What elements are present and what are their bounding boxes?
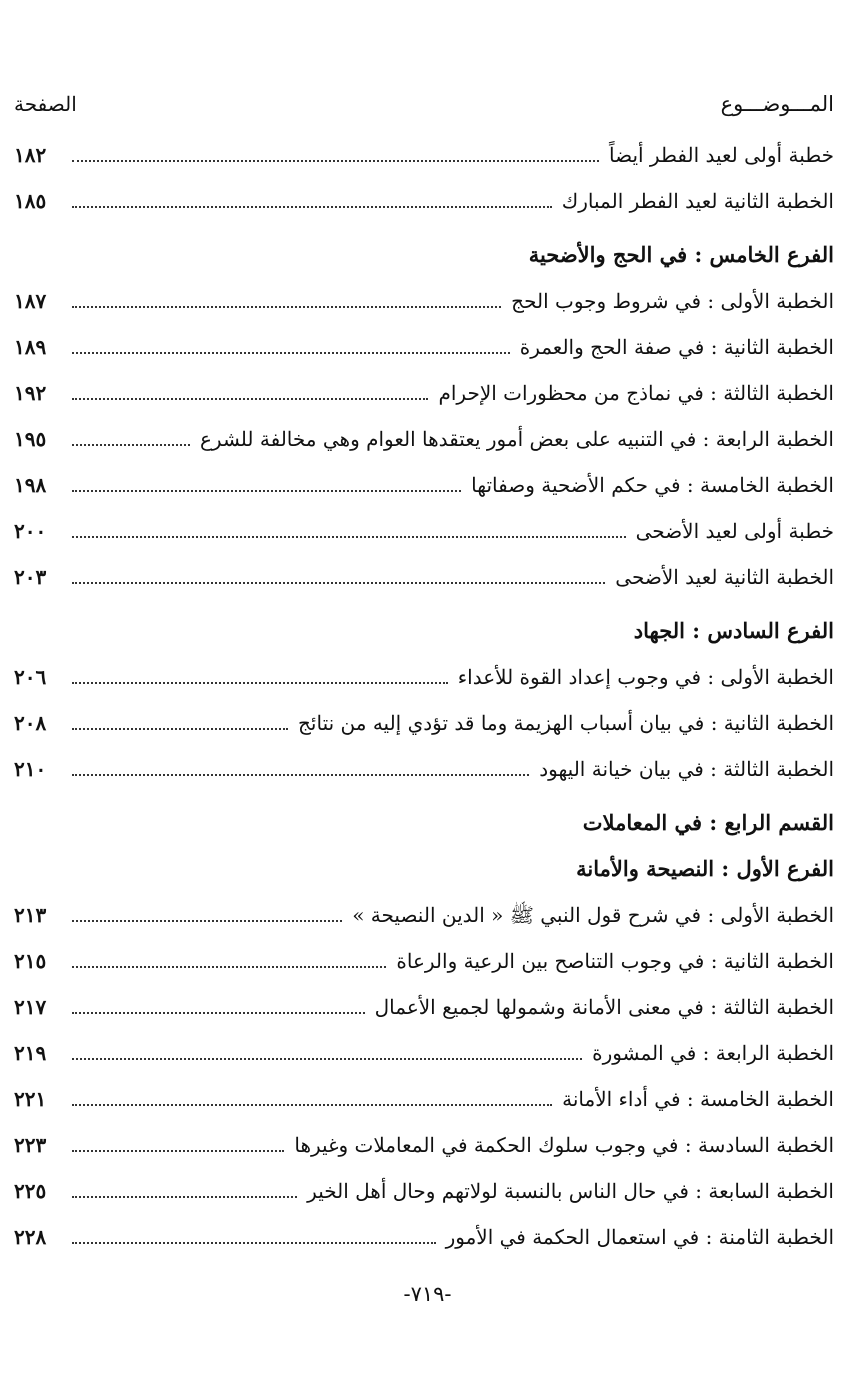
entry-title: الخطبة الثالثة : في بيان خيانة اليهود bbox=[539, 757, 834, 781]
entry-page: ٢٠٨ bbox=[14, 711, 47, 735]
entry-title: الخطبة الخامسة : في أداء الأمانة bbox=[562, 1087, 834, 1111]
entry-title: الخطبة الأولى : في شروط وجوب الحج bbox=[511, 289, 834, 313]
dot-leader bbox=[72, 966, 386, 968]
entry-title: الخطبة الثانية لعيد الأضحى bbox=[615, 565, 834, 589]
entry-title: الخطبة الثانية : في بيان أسباب الهزيمة وما قد تؤدي إليه من نتائج bbox=[298, 711, 834, 735]
toc-entry bbox=[14, 132, 834, 178]
toc-entry bbox=[14, 1076, 834, 1122]
toc-entry bbox=[14, 324, 834, 370]
dot-leader bbox=[72, 1150, 284, 1152]
entry-page: ٢٢١ bbox=[14, 1087, 47, 1111]
entry-title: الخطبة الأولى : في وجوب إعداد القوة للأعداء bbox=[457, 665, 834, 689]
toc-entry bbox=[14, 938, 834, 984]
entry-title: خطبة أولى لعيد الفطر أيضاً bbox=[609, 143, 834, 167]
entry-title: الخطبة الأولى : في شرح قول النبي ﷺ « الدين النصيحة » bbox=[352, 903, 834, 927]
toc-entry bbox=[14, 654, 834, 700]
dot-leader bbox=[72, 444, 190, 446]
toc-entry bbox=[14, 508, 834, 554]
entry-page: ٢٠٠ bbox=[14, 519, 47, 543]
page-column-label: الصفحة bbox=[14, 92, 77, 116]
toc-entry bbox=[14, 1122, 834, 1168]
entry-page: ١٨٥ bbox=[14, 189, 47, 213]
dot-leader bbox=[72, 490, 461, 492]
entry-page: ٢٢٨ bbox=[14, 1225, 47, 1249]
dot-leader bbox=[72, 920, 342, 922]
entry-title: الخطبة الرابعة : في المشورة bbox=[592, 1041, 834, 1065]
entry-title: الخطبة الثالثة : في معنى الأمانة وشمولها لجميع الأعمال bbox=[374, 995, 834, 1019]
toc-entry bbox=[14, 746, 834, 792]
entry-title: الخطبة الرابعة : في التنبيه على بعض أمور يعتقدها العوام وهي مخالفة للشرع bbox=[199, 427, 834, 451]
dot-leader bbox=[72, 728, 288, 730]
toc-entry bbox=[14, 1030, 834, 1076]
toc-entry bbox=[14, 892, 834, 938]
entry-title: الخطبة الثالثة : في نماذج من محظورات الإحرام bbox=[438, 381, 834, 405]
entry-title: الخطبة السابعة : في حال الناس بالنسبة لولاتهم وحال أهل الخير bbox=[307, 1179, 834, 1203]
dot-leader bbox=[72, 1242, 436, 1244]
topic-column-label: المـــوضـــوع bbox=[720, 92, 834, 116]
entry-title: الخطبة الثانية لعيد الفطر المبارك bbox=[561, 189, 834, 213]
table-of-contents bbox=[14, 92, 834, 1260]
section-heading: الفرع الأول : النصيحة والأمانة bbox=[576, 856, 834, 881]
dot-leader bbox=[72, 1058, 582, 1060]
toc-entry bbox=[14, 416, 834, 462]
dot-leader bbox=[72, 306, 501, 308]
entry-page: ٢٢٣ bbox=[14, 1133, 47, 1157]
entry-page: ٢١٩ bbox=[14, 1041, 47, 1065]
toc-entry bbox=[14, 700, 834, 746]
toc-entry bbox=[14, 1168, 834, 1214]
dot-leader bbox=[72, 206, 552, 208]
section-heading: الفرع السادس : الجهاد bbox=[633, 618, 834, 643]
dot-leader bbox=[72, 398, 428, 400]
entry-title: الخطبة الثامنة : في استعمال الحكمة في الأمور bbox=[445, 1225, 834, 1249]
entry-page: ١٨٧ bbox=[14, 289, 47, 313]
entry-page: ٢٠٣ bbox=[14, 565, 47, 589]
toc-entry bbox=[14, 462, 834, 508]
entry-page: ١٩٨ bbox=[14, 473, 47, 497]
entry-title: الخطبة الثانية : في صفة الحج والعمرة bbox=[519, 335, 834, 359]
entry-title: الخطبة السادسة : في وجوب سلوك الحكمة في المعاملات وغيرها bbox=[294, 1133, 834, 1157]
dot-leader bbox=[72, 1196, 297, 1198]
toc-entry bbox=[14, 984, 834, 1030]
entry-page: ١٨٢ bbox=[14, 143, 47, 167]
toc-entry bbox=[14, 278, 834, 324]
part-heading: القسم الرابع : في المعاملات bbox=[582, 810, 834, 835]
dot-leader bbox=[72, 536, 626, 538]
entry-page: ٢١٧ bbox=[14, 995, 47, 1019]
toc-entry bbox=[14, 1214, 834, 1260]
dot-leader bbox=[72, 160, 599, 162]
dot-leader bbox=[72, 1104, 552, 1106]
entry-page: ٢٢٥ bbox=[14, 1179, 47, 1203]
column-header-row bbox=[14, 92, 834, 132]
entry-page: ١٩٢ bbox=[14, 381, 47, 405]
dot-leader bbox=[72, 1012, 365, 1014]
toc-entry bbox=[14, 554, 834, 600]
entry-title: خطبة أولى لعيد الأضحى bbox=[635, 519, 834, 543]
toc-entry bbox=[14, 178, 834, 224]
entry-page: ٢٠٦ bbox=[14, 665, 47, 689]
page-number: -٧١٩- bbox=[403, 1282, 452, 1306]
entry-title: الخطبة الثانية : في وجوب التناصح بين الرعية والرعاة bbox=[396, 949, 834, 973]
dot-leader bbox=[72, 582, 605, 584]
dot-leader bbox=[72, 682, 448, 684]
dot-leader bbox=[72, 774, 529, 776]
toc-entry bbox=[14, 370, 834, 416]
entry-page: ١٩٥ bbox=[14, 427, 47, 451]
dot-leader bbox=[72, 352, 510, 354]
entry-page: ٢١٠ bbox=[14, 757, 47, 781]
entry-title: الخطبة الخامسة : في حكم الأضحية وصفاتها bbox=[471, 473, 834, 497]
entry-page: ١٨٩ bbox=[14, 335, 47, 359]
section-heading: الفرع الخامس : في الحج والأضحية bbox=[528, 242, 834, 267]
entry-page: ٢١٥ bbox=[14, 949, 47, 973]
entry-page: ٢١٣ bbox=[14, 903, 47, 927]
